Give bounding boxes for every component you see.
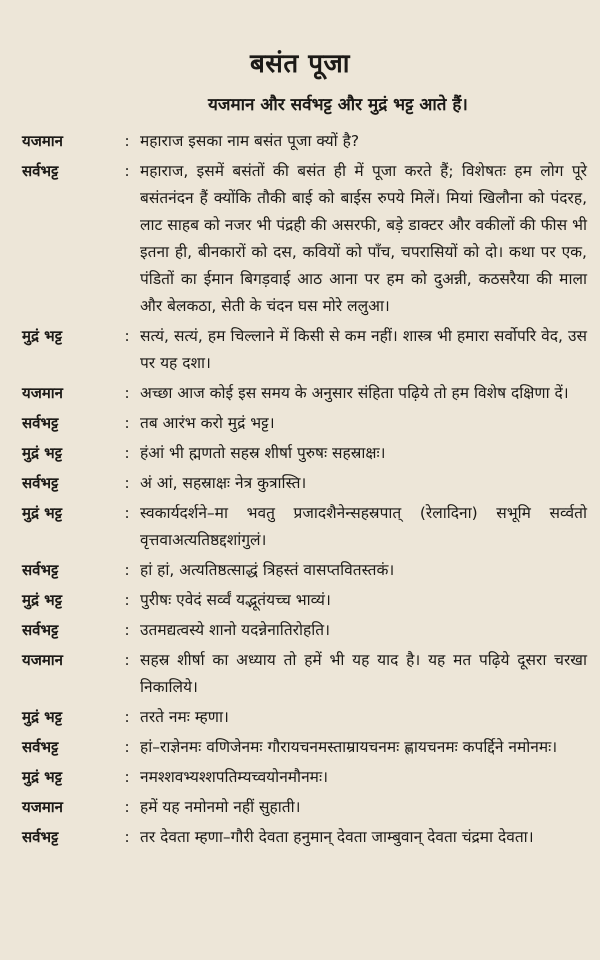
dialogue-text: पुरीषः एवेदं सर्व्वं यद्भूतंयच्च भाव्यं। xyxy=(140,591,331,609)
separator-colon: : xyxy=(124,504,130,522)
speaker-name: मुद्रं भट्ट xyxy=(22,708,63,726)
dialogue-text: स्वकार्यदर्शने–मा भवतु प्रजादशैनेन्सहस्रपात् (रेलादिना) सभूमि सर्व्वतो वृत्तवाअत्यतिष्ठद्दशांगुलं। xyxy=(140,504,587,549)
dialogue-text: उतमद्यत्वस्ये शानो यदन्नेनातिरोहति। xyxy=(140,621,330,639)
dialogue-text: हां हां, अत्यतिष्ठत्साद्धं त्रिहस्तं वासप्तवितस्तकं। xyxy=(140,561,395,579)
dialogue-row xyxy=(22,764,587,791)
dialogue-text: अच्छा आज कोई इस समय के अनुसार संहिता पढ़िये तो हम विशेष दक्षिणा दें। xyxy=(140,384,569,402)
speaker-name: सर्वभट्ट xyxy=(22,621,59,639)
dialogue-text: हां–राज्ञेनमः वणिजेनमः गौरायचनमस्ताम्रायचनमः ह्णायचनमः कपर्द्दिने नमोनमः। xyxy=(140,738,558,756)
dialogue-row xyxy=(22,128,587,155)
separator-colon: : xyxy=(124,591,130,609)
dialogue-text: तब आरंभ करो मुद्रं भट्ट। xyxy=(140,414,275,432)
separator-colon: : xyxy=(124,384,130,402)
separator-colon: : xyxy=(124,738,130,756)
speaker-name: यजमान xyxy=(22,132,64,150)
dialogue-row xyxy=(22,380,587,407)
dialogue-row xyxy=(22,158,587,320)
dialogue-row xyxy=(22,704,587,731)
speaker-name: सर्वभट्ट xyxy=(22,474,59,492)
speaker-name: मुद्रं भट्ट xyxy=(22,768,63,786)
dialogue-text: महाराज, इसमें बसंतों की बसंत ही में पूजा करते हैं; विशेषतः हम लोग पूरे बसंतनंदन हैं क्योंकि तौकी बाई को बाईस रुपये मिलें। मियां खिलौना को पंदरह, लाट साहब को नजर भी पंद्रही की असरफी, बड़े डाक्टर और वकीलों की फीस भी इतना ही, बीनकारों को दस, कवियों को पाँच, चपरासियों को दो। कथा पर एक, पंडितों का ईमान बिगड़वाई आठ आना पर हम को दुअन्नी, कठसरैया की माला और बेलकठा, सेती के चंदन घस मोरे ललुआ। xyxy=(140,162,587,315)
separator-colon: : xyxy=(124,768,130,786)
speaker-name: मुद्रं भट्ट xyxy=(22,444,63,462)
dialogue-text: अं आं, सहस्राक्षः नेत्र कुत्रास्ति। xyxy=(140,474,307,492)
speaker-name: सर्वभट्ट xyxy=(22,162,59,180)
dialogue-text: तर देवता म्हणा–गौरी देवता हनुमान् देवता जाम्बुवान् देवता चंद्रमा देवता। xyxy=(140,828,534,846)
dialogue-row xyxy=(22,470,587,497)
dialogue-text: सत्यं, सत्यं, हम चिल्लाने में किसी से कम नहीं। शास्त्र भी हमारा सर्वोपरि वेद, उस पर यह दशा। xyxy=(140,327,587,372)
separator-colon: : xyxy=(124,444,130,462)
dialogue-text: तरते नमः म्हणा। xyxy=(140,708,229,726)
speaker-name: यजमान xyxy=(22,798,64,816)
separator-colon: : xyxy=(124,651,130,669)
separator-colon: : xyxy=(124,708,130,726)
dialogue-row xyxy=(22,323,587,377)
dialogue-text: महाराज इसका नाम बसंत पूजा क्यों है? xyxy=(140,132,360,150)
separator-colon: : xyxy=(124,162,130,180)
dialogue-row xyxy=(22,557,587,584)
speaker-name: सर्वभट्ट xyxy=(22,828,59,846)
speaker-name: सर्वभट्ट xyxy=(22,414,59,432)
speaker-name: सर्वभट्ट xyxy=(22,561,59,579)
speaker-name: मुद्रं भट्ट xyxy=(22,327,63,345)
separator-colon: : xyxy=(124,561,130,579)
separator-colon: : xyxy=(124,828,130,846)
speaker-name: मुद्रं भट्ट xyxy=(22,504,63,522)
speaker-name: यजमान xyxy=(22,651,64,669)
speaker-name: मुद्रं भट्ट xyxy=(22,591,63,609)
dialogue-text: सहस्र शीर्षा का अध्याय तो हमें भी यह याद है। यह मत पढ़िये दूसरा चरखा निकालिये। xyxy=(140,651,587,696)
dialogue-text: हमें यह नमोनमो नहीं सुहाती। xyxy=(140,798,301,816)
page-title: बसंत पूजा xyxy=(249,49,351,79)
dialogue-text: हंआं भी ह्मणतो सहस्र शीर्षा पुरुषः सहस्राक्षः। xyxy=(140,444,386,462)
dialogue-row xyxy=(22,794,587,821)
separator-colon: : xyxy=(124,327,130,345)
dialogue-row xyxy=(22,587,587,614)
speaker-name: यजमान xyxy=(22,384,64,402)
speaker-name: सर्वभट्ट xyxy=(22,738,59,756)
dialogue-row xyxy=(22,440,587,467)
separator-colon: : xyxy=(124,132,130,150)
dialogue-row xyxy=(22,647,587,701)
stage-direction: यजमान और सर्वभट्ट और मुद्रं भट्ट आते हैं। xyxy=(208,95,468,115)
dialogue-text: नमश्शवभ्यश्शपतिम्यच्वयोनमौनमः। xyxy=(140,768,328,786)
dialogue-row xyxy=(22,410,587,437)
dialogue-row xyxy=(22,734,587,761)
separator-colon: : xyxy=(124,798,130,816)
dialogue-row xyxy=(22,617,587,644)
separator-colon: : xyxy=(124,414,130,432)
separator-colon: : xyxy=(124,621,130,639)
dialogue-block xyxy=(22,128,587,854)
separator-colon: : xyxy=(124,474,130,492)
dialogue-row xyxy=(22,824,587,851)
dialogue-row xyxy=(22,500,587,554)
